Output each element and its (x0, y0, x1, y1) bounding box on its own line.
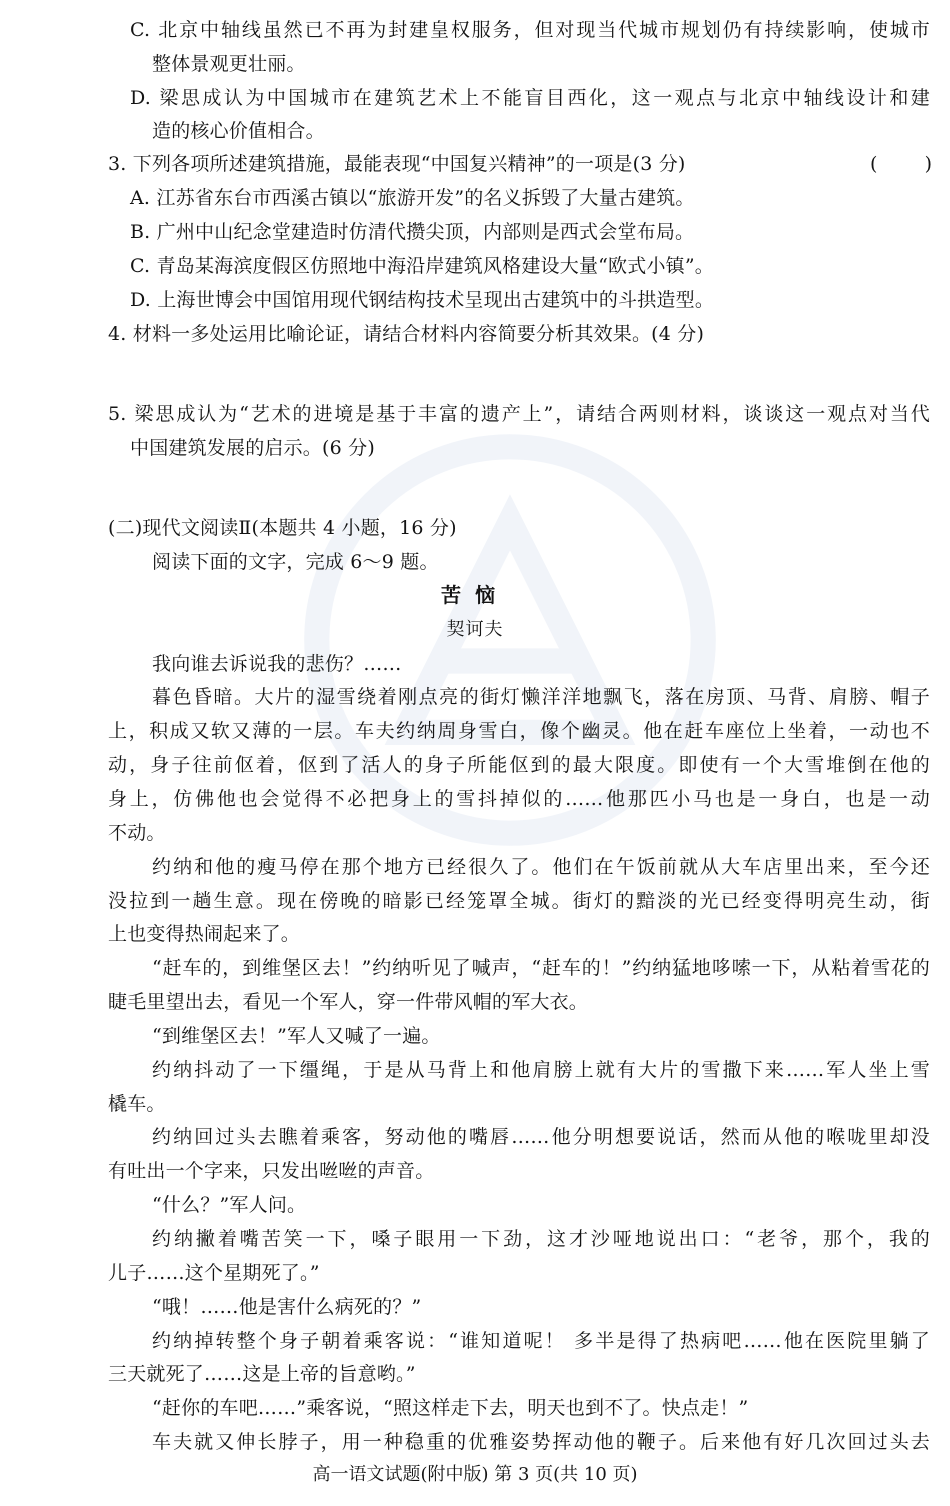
story-paragraph-4-line2: 睫毛里望出去，看见一个军人，穿一件带风帽的军大衣。 (108, 991, 589, 1013)
answer-bracket[interactable] (870, 152, 932, 176)
question-5-line2: 中国建筑发展的启示。(6 分) (130, 437, 375, 459)
q3-option-a: A. 江苏省东台市西溪古镇以“旅游开发”的名义拆毁了大量古建筑。 (130, 187, 695, 209)
story-paragraph-7-line1: 约纳回过头去瞧着乘客，努动他的嘴唇……他分明想要说话，然而从他的喉咙里却没 (152, 1126, 930, 1148)
story-author: 契诃夫 (446, 619, 504, 640)
q2-option-d-line1: D. 梁思成认为中国城市在建筑艺术上不能盲目西化，这一观点与北京中轴线设计和建 (130, 87, 930, 109)
story-paragraph-3-line3: 上也变得热闹起来了。 (108, 923, 301, 945)
story-paragraph-6-line2: 橇车。 (108, 1093, 166, 1115)
q2-option-c-line1: C. 北京中轴线虽然已不再为封建皇权服务，但对现当代城市规划仍有持续影响，使城市 (130, 19, 930, 41)
story-paragraph-4-line1: “赶车的，到维堡区去！”约纳听见了喊声，“赶车的！”约纳猛地哆嗦一下，从粘着雪花的 (152, 957, 930, 979)
story-paragraph-8: “什么？”军人问。 (152, 1194, 307, 1216)
story-paragraph-7-line2: 有吐出一个字来，只发出咝咝的声音。 (108, 1160, 435, 1182)
story-paragraph-2-line1: 暮色昏暗。大片的湿雪绕着刚点亮的街灯懒洋洋地飘飞，落在房顶、马背、肩膀、帽子 (152, 686, 930, 708)
answer-bracket-open: ( (870, 153, 878, 175)
section-heading: (二)现代文阅读Ⅱ(本题共 4 小题，16 分) (108, 517, 457, 539)
story-paragraph-13-line1: 车夫就又伸长脖子，用一种稳重的优雅姿势挥动他的鞭子。后来他有好几次回过头去 (152, 1431, 930, 1453)
story-paragraph-10: “哦！……他是害什么病死的？” (152, 1296, 422, 1318)
q3-option-c: C. 青岛某海滨度假区仿照地中海沿岸建筑风格建设大量“欧式小镇”。 (130, 255, 714, 277)
story-paragraph-2-line4: 身上，仿佛他也会觉得不必把身上的雪抖掉似的……他那匹小马也是一身白，也是一动 (108, 788, 930, 810)
page-footer: 高一语文试题(附中版) 第 3 页(共 10 页) (312, 1464, 638, 1485)
story-paragraph-12: “赶你的车吧……”乘客说，“照这样走下去，明天也到不了。快点走！” (152, 1397, 749, 1419)
story-paragraph-6-line1: 约纳抖动了一下缰绳，于是从马背上和他肩膀上就有大片的雪撒下来……军人坐上雪 (152, 1059, 930, 1081)
story-paragraph-2-line2: 上，积成又软又薄的一层。车夫约纳周身雪白，像个幽灵。他在赶车座位上坐着，一动也不 (108, 720, 930, 742)
story-paragraph-3-line2: 没拉到一趟生意。现在傍晚的暗影已经笼罩全城。街灯的黯淡的光已经变得明亮生动，街 (108, 890, 930, 912)
story-paragraph-2-line3: 动，身子往前伛着，伛到了活人的身子所能伛到的最大限度。即使有一个大雪堆倒在他的 (108, 754, 930, 776)
question-5-line1: 5. 梁思成认为“艺术的进境是基于丰富的遗产上”，请结合两则材料，谈谈这一观点对当代 (108, 403, 930, 425)
story-title: 苦恼 (441, 583, 509, 607)
section-instruction: 阅读下面的文字，完成 6～9 题。 (152, 551, 439, 573)
q2-option-d-line2: 造的核心价值相合。 (152, 120, 325, 142)
story-paragraph-9-line2: 儿子……这个星期死了。” (108, 1262, 320, 1284)
story-paragraph-9-line1: 约纳撇着嘴苦笑一下，嗓子眼用一下劲，这才沙哑地说出口：“老爷，那个，我的 (152, 1228, 930, 1250)
story-paragraph-11-line1: 约纳掉转整个身子朝着乘客说：“谁知道呢！ 多半是得了热病吧……他在医院里躺了 (152, 1330, 930, 1352)
q3-option-d: D. 上海世博会中国馆用现代钢结构技术呈现出古建筑中的斗拱造型。 (130, 289, 715, 311)
story-paragraph-11-line2: 三天就死了……这是上帝的旨意哟。” (108, 1363, 416, 1385)
q2-option-c-line2: 整体景观更壮丽。 (152, 53, 306, 75)
story-paragraph-3-line1: 约纳和他的瘦马停在那个地方已经很久了。他们在午饭前就从大车店里出来，至今还 (152, 856, 930, 878)
story-paragraph-5: “到维堡区去！”军人又喊了一遍。 (152, 1025, 441, 1047)
story-paragraph-1: 我向谁去诉说我的悲伤？…… (152, 653, 402, 675)
q3-option-b: B. 广州中山纪念堂建造时仿清代攒尖顶，内部则是西式会堂布局。 (130, 221, 695, 243)
question-4: 4. 材料一多处运用比喻论证，请结合材料内容简要分析其效果。(4 分) (108, 323, 705, 345)
story-paragraph-2-line5: 不动。 (108, 822, 166, 844)
answer-bracket-close: ) (924, 153, 932, 175)
question-3: 3. 下列各项所述建筑措施，最能表现“中国复兴精神”的一项是(3 分) (108, 153, 686, 175)
